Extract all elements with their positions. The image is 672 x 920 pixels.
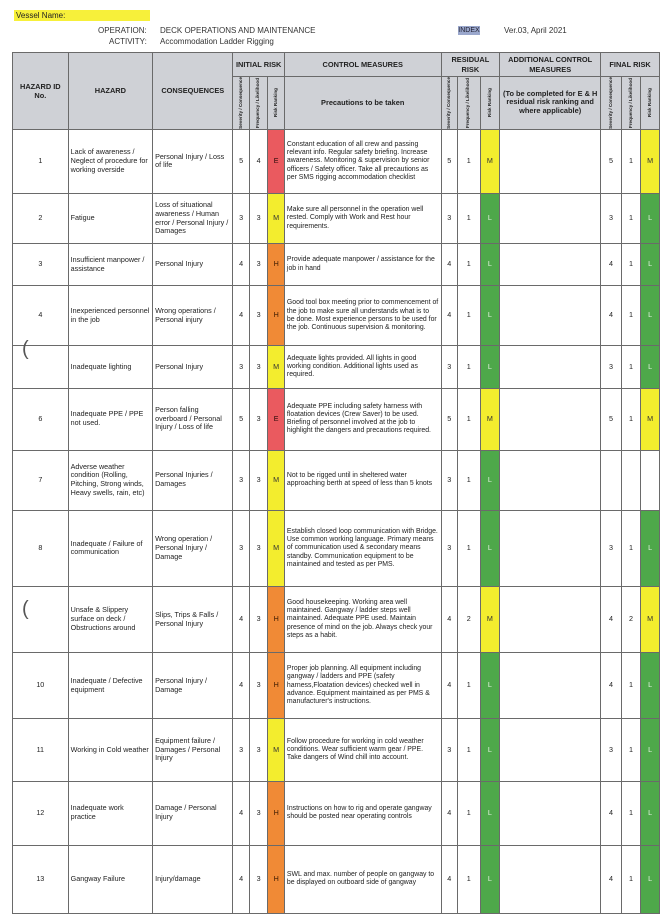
final-frequency: 1 <box>621 244 641 286</box>
final-severity: 3 <box>601 510 622 586</box>
residual-ranking: L <box>480 845 500 913</box>
initial-severity: 5 <box>233 388 249 450</box>
initial-ranking: M <box>268 346 284 388</box>
table-row <box>13 510 660 586</box>
hazard-id: 1 <box>13 129 69 193</box>
hazard-cell: Lack of awareness / Neglect of procedure for working overside <box>68 129 152 193</box>
initial-frequency: 3 <box>249 781 268 845</box>
final-frequency: 1 <box>621 845 641 913</box>
initial-severity: 4 <box>233 587 249 653</box>
final-severity: 3 <box>601 719 622 781</box>
initial-severity: 5 <box>233 129 249 193</box>
activity-value: Accommodation Ladder Rigging <box>160 37 274 46</box>
hazard-cell: Inadequate PPE / PPE not used. <box>68 388 152 450</box>
final-frequency-header: Frequency / Likelihood <box>621 77 641 130</box>
final-frequency: 1 <box>621 286 641 346</box>
final-frequency: 1 <box>621 129 641 193</box>
residual-frequency: 1 <box>457 388 480 450</box>
hazard-cell: Working in Cold weather <box>68 719 152 781</box>
residual-ranking: L <box>480 781 500 845</box>
initial-frequency: 3 <box>249 587 268 653</box>
consequences-cell: Personal Injury / Loss of life <box>153 129 233 193</box>
residual-frequency: 1 <box>457 286 480 346</box>
hazard-id <box>13 587 69 653</box>
consequences-cell: Injury/damage <box>153 845 233 913</box>
version-label: Ver.03, April 2021 <box>504 26 567 35</box>
consequences-cell: Personal Injuries / Damages <box>153 450 233 510</box>
col-hazard-id: HAZARD ID No. <box>13 53 69 130</box>
final-severity: 5 <box>601 129 622 193</box>
initial-severity: 3 <box>233 194 249 244</box>
residual-frequency: 1 <box>457 845 480 913</box>
residual-frequency: 2 <box>457 587 480 653</box>
hazard-cell: Fatigue <box>68 194 152 244</box>
operation-value: DECK OPERATIONS AND MAINTENANCE <box>160 26 316 35</box>
hazard-id: 8 <box>13 510 69 586</box>
final-ranking: L <box>641 510 660 586</box>
table-row <box>13 719 660 781</box>
additional-control-cell <box>500 510 601 586</box>
additional-control-cell <box>500 845 601 913</box>
final-frequency: 1 <box>621 653 641 719</box>
residual-severity: 4 <box>441 845 457 913</box>
residual-frequency: 1 <box>457 781 480 845</box>
hazard-cell: Inadequate / Failure of communication <box>68 510 152 586</box>
final-frequency: 1 <box>621 510 641 586</box>
final-severity: 4 <box>601 286 622 346</box>
control-measures-cell: Provide adequate manpower / assistance for the job in hand <box>284 244 441 286</box>
initial-severity: 3 <box>233 719 249 781</box>
initial-severity: 3 <box>233 346 249 388</box>
col-final-risk: FINAL RISK <box>601 53 660 77</box>
residual-severity: 3 <box>441 450 457 510</box>
hazard-id: 7 <box>13 450 69 510</box>
residual-frequency: 1 <box>457 244 480 286</box>
residual-severity: 4 <box>441 244 457 286</box>
final-severity: 3 <box>601 194 622 244</box>
control-measures-cell: Not to be rigged until in sheltered water approaching berth at speed of less than 5 knots <box>284 450 441 510</box>
initial-severity: 3 <box>233 510 249 586</box>
residual-severity: 3 <box>441 346 457 388</box>
consequences-cell: Personal Injury / Damage <box>153 653 233 719</box>
hazard-cell: Inadequate work practice <box>68 781 152 845</box>
table-row <box>13 781 660 845</box>
initial-ranking: H <box>268 845 284 913</box>
initial-severity: 4 <box>233 244 249 286</box>
initial-ranking: H <box>268 587 284 653</box>
initial-frequency-header: Frequency / Likelihood <box>249 77 268 130</box>
col-hazard: HAZARD <box>68 53 152 130</box>
residual-ranking: L <box>480 244 500 286</box>
final-ranking: M <box>641 587 660 653</box>
initial-severity: 3 <box>233 450 249 510</box>
residual-frequency-header: Frequency / Likelihood <box>457 77 480 130</box>
initial-ranking: M <box>268 719 284 781</box>
initial-severity: 4 <box>233 653 249 719</box>
final-severity <box>601 450 622 510</box>
vessel-name-field: Vessel Name: <box>14 10 150 21</box>
table-row <box>13 388 660 450</box>
residual-ranking-header: Risk Ranking <box>480 77 500 130</box>
hazard-cell: Unsafe & Slippery surface on deck / Obstructions around <box>68 587 152 653</box>
residual-ranking: L <box>480 286 500 346</box>
control-measures-cell: Make sure all personnel in the operation well rested. Comply with Work and Rest hour requirements. <box>284 194 441 244</box>
control-measures-cell: Adequate PPE including safety harness with floatation devices (Crew Saver) to be used. Briefing of personnel involved at the job to highlight the dangers and precautions required. <box>284 388 441 450</box>
consequences-cell: Wrong operations / Personal injury <box>153 286 233 346</box>
control-measures-cell: Adequate lights provided. All lights in good working condition. Additional lights used as required. <box>284 346 441 388</box>
col-consequences: CONSEQUENCES <box>153 53 233 130</box>
initial-frequency: 3 <box>249 653 268 719</box>
consequences-cell: Slips, Trips & Falls / Personal Injury <box>153 587 233 653</box>
residual-frequency: 1 <box>457 194 480 244</box>
control-measures-cell: Establish closed loop communication with Bridge. Use common working language. Primary means of communication used & secondary means standby. Communication equipment to be maintained and tested as per PMS. <box>284 510 441 586</box>
final-frequency: 1 <box>621 781 641 845</box>
initial-frequency: 3 <box>249 845 268 913</box>
additional-control-cell <box>500 719 601 781</box>
control-measures-cell: Constant education of all crew and passing relevant info. Regular safety briefing. Increase awareness. Monitoring & supervision by senior officers / Safety officer. Take all precautions as per SMS rigging accommodation checklist <box>284 129 441 193</box>
hazard-cell: Insufficient manpower / assistance <box>68 244 152 286</box>
hazard-cell: Inadequate lighting <box>68 346 152 388</box>
col-control-measures: CONTROL MEASURES <box>284 53 441 77</box>
consequences-cell: Damage / Personal Injury <box>153 781 233 845</box>
residual-ranking: L <box>480 653 500 719</box>
hazard-id: 10 <box>13 653 69 719</box>
final-ranking: L <box>641 845 660 913</box>
final-severity: 4 <box>601 845 622 913</box>
table-row <box>13 346 660 388</box>
additional-control-cell <box>500 587 601 653</box>
final-ranking: L <box>641 346 660 388</box>
final-frequency: 1 <box>621 194 641 244</box>
final-severity: 4 <box>601 244 622 286</box>
hazard-cell: Gangway Failure <box>68 845 152 913</box>
precautions-header: Precautions to be taken <box>284 77 441 130</box>
initial-ranking: M <box>268 510 284 586</box>
control-measures-cell: Instructions on how to rig and operate gangway should be posted near operating controls <box>284 781 441 845</box>
table-row <box>13 244 660 286</box>
residual-severity: 4 <box>441 587 457 653</box>
final-severity: 3 <box>601 346 622 388</box>
final-severity: 4 <box>601 781 622 845</box>
residual-ranking: M <box>480 388 500 450</box>
additional-control-cell <box>500 286 601 346</box>
initial-frequency: 3 <box>249 194 268 244</box>
residual-frequency: 1 <box>457 653 480 719</box>
consequences-cell: Person falling overboard / Personal Injury / Loss of life <box>153 388 233 450</box>
control-measures-cell: Follow procedure for working in cold weather conditions. Wear sufficient warm gear / PPE. Take dangers of Wind chill into account. <box>284 719 441 781</box>
control-measures-cell: Good tool box meeting prior to commencement of the job to make sure all understands what is to be done. Most experience persons to be used for the job. Continuous supervision & monitoring. <box>284 286 441 346</box>
final-frequency: 2 <box>621 587 641 653</box>
table-row <box>13 450 660 510</box>
initial-frequency: 3 <box>249 244 268 286</box>
control-measures-cell: Proper job planning. All equipment including gangway / ladders and PPE (safety harness,Floatation devices) checked well in advance. Equipment maintained as per PMS & manufacturer's instructions. <box>284 653 441 719</box>
residual-severity-header: Severity / Consequence <box>441 77 457 130</box>
hazard-id: 11 <box>13 719 69 781</box>
table-row <box>13 587 660 653</box>
final-frequency <box>621 450 641 510</box>
residual-ranking: L <box>480 510 500 586</box>
activity-label: ACTIVITY: <box>109 37 147 46</box>
control-measures-cell: Good housekeeping. Working area well maintained. Gangway / ladder steps well maintained. Adequate PPE used. Maintain presence of mind on the job. Always check your steps as a habit. <box>284 587 441 653</box>
additional-control-cell <box>500 653 601 719</box>
final-severity: 4 <box>601 587 622 653</box>
col-additional-control: ADDITIONAL CONTROL MEASURES <box>500 53 601 77</box>
residual-severity: 4 <box>441 286 457 346</box>
initial-ranking: M <box>268 450 284 510</box>
consequences-cell: Personal Injury <box>153 346 233 388</box>
control-measures-cell: SWL and max. number of people on gangway to be displayed on outboard side of gangway <box>284 845 441 913</box>
consequences-cell: Wrong operation / Personal Injury / Damage <box>153 510 233 586</box>
additional-control-cell <box>500 194 601 244</box>
residual-frequency: 1 <box>457 450 480 510</box>
initial-ranking: M <box>268 194 284 244</box>
hazard-id: 4 <box>13 286 69 346</box>
initial-severity: 4 <box>233 845 249 913</box>
initial-ranking: H <box>268 244 284 286</box>
residual-severity: 3 <box>441 194 457 244</box>
additional-control-cell <box>500 129 601 193</box>
table-row <box>13 129 660 193</box>
initial-ranking: H <box>268 286 284 346</box>
final-ranking <box>641 450 660 510</box>
additional-control-cell <box>500 244 601 286</box>
initial-ranking: H <box>268 781 284 845</box>
additional-note-header: (To be completed for E & H residual risk ranking and where applicable) <box>500 77 601 130</box>
hazard-id: 2 <box>13 194 69 244</box>
residual-severity: 4 <box>441 653 457 719</box>
initial-frequency: 3 <box>249 346 268 388</box>
hazard-id: 13 <box>13 845 69 913</box>
final-ranking: L <box>641 781 660 845</box>
residual-frequency: 1 <box>457 510 480 586</box>
residual-severity: 3 <box>441 510 457 586</box>
risk-assessment-table <box>12 52 660 914</box>
additional-control-cell <box>500 346 601 388</box>
hazard-cell: Inadequate / Defective equipment <box>68 653 152 719</box>
residual-severity: 4 <box>441 781 457 845</box>
residual-frequency: 1 <box>457 346 480 388</box>
additional-control-cell <box>500 781 601 845</box>
final-severity-header: Severity / Consequence <box>601 77 622 130</box>
residual-ranking: L <box>480 194 500 244</box>
initial-ranking: H <box>268 653 284 719</box>
final-ranking: L <box>641 653 660 719</box>
initial-severity: 4 <box>233 781 249 845</box>
table-row <box>13 286 660 346</box>
initial-severity: 4 <box>233 286 249 346</box>
index-badge: INDEX <box>458 27 480 34</box>
initial-frequency: 3 <box>249 719 268 781</box>
table-row <box>13 194 660 244</box>
final-ranking: M <box>641 388 660 450</box>
residual-frequency: 1 <box>457 719 480 781</box>
residual-ranking: M <box>480 587 500 653</box>
final-ranking: L <box>641 244 660 286</box>
final-frequency: 1 <box>621 388 641 450</box>
scan-mark: ( <box>22 598 29 620</box>
residual-severity: 5 <box>441 388 457 450</box>
initial-ranking-header: Risk Ranking <box>268 77 284 130</box>
initial-ranking: E <box>268 388 284 450</box>
initial-frequency: 3 <box>249 450 268 510</box>
final-ranking-header: Risk Ranking <box>641 77 660 130</box>
consequences-cell: Personal Injury <box>153 244 233 286</box>
residual-ranking: L <box>480 450 500 510</box>
residual-ranking: L <box>480 719 500 781</box>
table-row <box>13 845 660 913</box>
final-ranking: M <box>641 129 660 193</box>
initial-frequency: 3 <box>249 388 268 450</box>
residual-ranking: L <box>480 346 500 388</box>
hazard-id <box>13 346 69 388</box>
additional-control-cell <box>500 388 601 450</box>
initial-frequency: 3 <box>249 286 268 346</box>
consequences-cell: Equipment failure / Damages / Personal Injury <box>153 719 233 781</box>
residual-frequency: 1 <box>457 129 480 193</box>
operation-label: OPERATION: <box>98 26 147 35</box>
final-severity: 4 <box>601 653 622 719</box>
residual-ranking: M <box>480 129 500 193</box>
final-frequency: 1 <box>621 346 641 388</box>
final-severity: 5 <box>601 388 622 450</box>
scan-mark: ( <box>22 338 29 360</box>
residual-severity: 5 <box>441 129 457 193</box>
initial-severity-header: Severity / Consequence <box>233 77 249 130</box>
hazard-id: 3 <box>13 244 69 286</box>
final-ranking: L <box>641 286 660 346</box>
initial-frequency: 4 <box>249 129 268 193</box>
hazard-id: 6 <box>13 388 69 450</box>
final-frequency: 1 <box>621 719 641 781</box>
table-row <box>13 653 660 719</box>
col-initial-risk: INITIAL RISK <box>233 53 284 77</box>
final-ranking: L <box>641 194 660 244</box>
additional-control-cell <box>500 450 601 510</box>
consequences-cell: Loss of situational awareness / Human error / Personal Injury / Damages <box>153 194 233 244</box>
residual-severity: 3 <box>441 719 457 781</box>
hazard-id: 12 <box>13 781 69 845</box>
final-ranking: L <box>641 719 660 781</box>
initial-frequency: 3 <box>249 510 268 586</box>
col-residual-risk: RESIDUAL RISK <box>441 53 500 77</box>
hazard-cell: Inexperienced personnel in the job <box>68 286 152 346</box>
initial-ranking: E <box>268 129 284 193</box>
hazard-cell: Adverse weather condition (Rolling, Pitching, Strong winds, Heavy swells, rain, etc) <box>68 450 152 510</box>
